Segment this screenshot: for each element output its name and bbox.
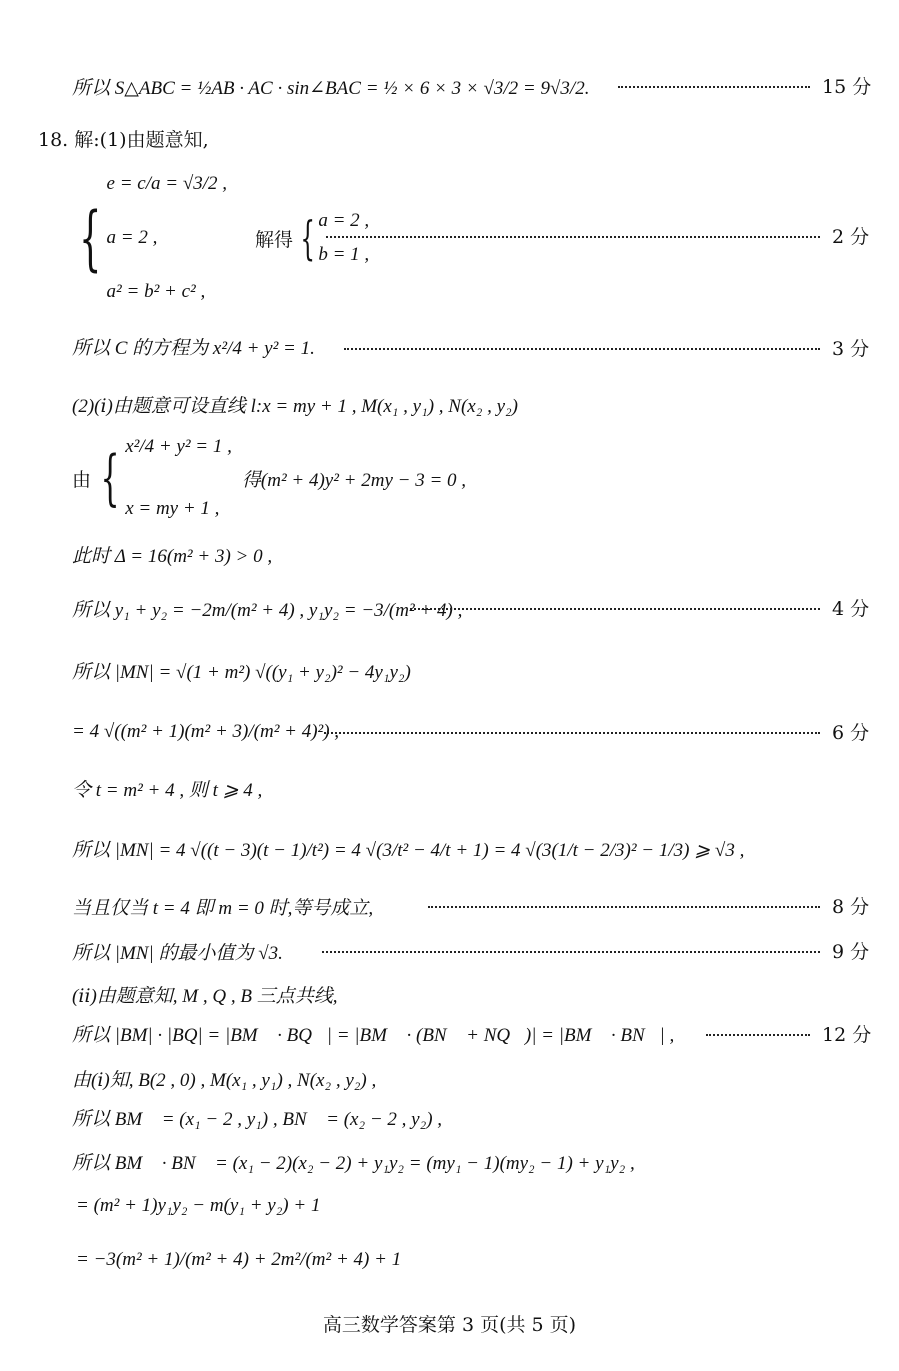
system-equations bbox=[125, 436, 232, 520]
leader-dots bbox=[322, 951, 820, 953]
leader-dots bbox=[410, 608, 820, 610]
sol-a: a = 2 , bbox=[318, 210, 370, 231]
from-label: 由 bbox=[72, 468, 92, 491]
score-8: 8 分 bbox=[832, 896, 870, 918]
substituted-text: = −3(m² + 1)/(m² + 4) + 2m²/(m² + 4) + 1 bbox=[76, 1249, 402, 1270]
score-12: 12 分 bbox=[822, 1024, 872, 1046]
problem-18-heading-text: 18. 解:(1)由题意知, bbox=[38, 128, 209, 151]
left-brace: { bbox=[100, 443, 120, 513]
substitution-line bbox=[72, 774, 262, 802]
area-formula-line bbox=[72, 62, 589, 110]
chord-length-simplified-text: = 4 √((m² + 1)(m² + 3)/(m² + 4)²) , bbox=[72, 721, 340, 742]
points-recall-text: 由(ⅰ)知, B(2 , 0) , M(x₁ , y₁) , N(x₂ , y₂) , bbox=[72, 1069, 377, 1091]
leader-dots bbox=[618, 86, 810, 88]
vectors-text: 所以 BM⃗ = (x₁ − 2 , y₁) , BN⃗ = (x₂ − 2 , y₂) , bbox=[72, 1108, 443, 1130]
vectors-line bbox=[72, 1100, 442, 1134]
vector-product-text: 所以 BM⃗ · BN⃗ = (x₁ − 2)(x₂ − 2) + y₁y₂ = (my₁ − 1)(my₂ − 1) + y₁y₂ , bbox=[72, 1152, 635, 1174]
leader-dots bbox=[324, 732, 820, 734]
leader-dots bbox=[706, 1034, 810, 1036]
minimum-value-line bbox=[72, 936, 283, 966]
score-15: 15 分 bbox=[822, 76, 872, 98]
solution-system bbox=[318, 210, 369, 266]
eq-line: x = my + 1 , bbox=[125, 498, 220, 519]
score-2: 2 分 bbox=[832, 226, 870, 248]
chord-length-simplified bbox=[72, 708, 339, 756]
minimum-derivation-text: 所以 |MN| = 4 √((t − 3)(t − 1)/t²) = 4 √(3/t² − 4/t + 1) = 4 √(3(1/t − 2/3)² − 1/3) ⩾ √3 , bbox=[72, 839, 745, 861]
left-brace-small: { bbox=[300, 211, 316, 265]
score-9: 9 分 bbox=[832, 941, 870, 963]
page-footer: 高三数学答案第 3 页(共 5 页) bbox=[322, 1314, 577, 1336]
expansion-text: = (m² + 1)y₁y₂ − m(y₁ + y₂) + 1 bbox=[76, 1195, 321, 1216]
substitution-text: 令 t = m² + 4 , 则 t ⩾ 4 , bbox=[72, 779, 263, 801]
sol-b: b = 1 , bbox=[318, 244, 370, 265]
discriminant-text: 此时 Δ = 16(m² + 3) > 0 , bbox=[72, 545, 273, 567]
points-recall-line bbox=[72, 1064, 376, 1092]
vieta-text: 所以 y₁ + y₂ = −2m/(m² + 4) , y₁y₂ = −3/(m² + 4) , bbox=[72, 599, 463, 621]
equality-condition-text: 当且仅当 t = 4 即 m = 0 时,等号成立, bbox=[72, 897, 374, 919]
score-4: 4 分 bbox=[832, 598, 870, 620]
quadratic-result: 得(m² + 4)y² + 2my − 3 = 0 , bbox=[241, 469, 467, 491]
collinear-text: (ⅱ)由题意知, M , Q , B 三点共线, bbox=[72, 985, 338, 1007]
leader-dots bbox=[428, 906, 820, 908]
dot-product-text: 所以 |BM| · |BQ| = |BM⃗ · BQ⃗| = |BM⃗ · (BN⃗ + NQ⃗)| = |BM⃗ · BN⃗| , bbox=[72, 1024, 675, 1046]
leader-dots bbox=[326, 236, 820, 238]
eq-ellipse: x²/4 + y² = 1 , bbox=[125, 436, 232, 457]
dot-product-line bbox=[72, 1016, 674, 1050]
eq-abc: a² = b² + c² , bbox=[106, 281, 206, 302]
solve-label: 解得 bbox=[255, 228, 294, 251]
vieta-line bbox=[72, 584, 462, 632]
eq-eccentricity: e = c/a = √3/2 , bbox=[106, 173, 228, 194]
area-formula-text: 所以 S△ABC = ½AB · AC · sin∠BAC = ½ × 6 × 3 × √3/2 = 9√3/2. bbox=[72, 77, 590, 99]
score-6: 6 分 bbox=[832, 722, 870, 744]
problem-18-heading bbox=[38, 124, 209, 152]
line-setup bbox=[72, 390, 518, 418]
substituted-line bbox=[76, 1236, 401, 1284]
expansion-line bbox=[76, 1192, 320, 1220]
leader-dots bbox=[344, 348, 820, 350]
ellipse-equation-line bbox=[72, 326, 315, 366]
score-3: 3 分 bbox=[832, 338, 870, 360]
intersection-system bbox=[72, 432, 466, 524]
ellipse-system bbox=[68, 168, 369, 308]
collinear-line bbox=[72, 980, 337, 1008]
system-equations bbox=[107, 173, 228, 303]
line-setup-text: (2)(ⅰ)由题意可设直线 l:x = my + 1 , M(x₁ , y₁) , N(x₂ , y₂) bbox=[72, 395, 518, 417]
vector-product-line bbox=[72, 1144, 635, 1178]
discriminant-line bbox=[72, 540, 272, 568]
minimum-derivation-line bbox=[72, 822, 744, 874]
chord-length-line bbox=[72, 654, 411, 686]
eq-a: a = 2 , bbox=[106, 227, 158, 248]
left-brace: { bbox=[79, 197, 102, 279]
minimum-value-text: 所以 |MN| 的最小值为 √3. bbox=[72, 942, 283, 964]
equality-condition-line bbox=[72, 892, 373, 920]
chord-length-text: 所以 |MN| = √(1 + m²) √((y₁ + y₂)² − 4y₁y₂) bbox=[72, 661, 411, 683]
ellipse-equation-text: 所以 C 的方程为 x²/4 + y² = 1. bbox=[72, 337, 315, 359]
